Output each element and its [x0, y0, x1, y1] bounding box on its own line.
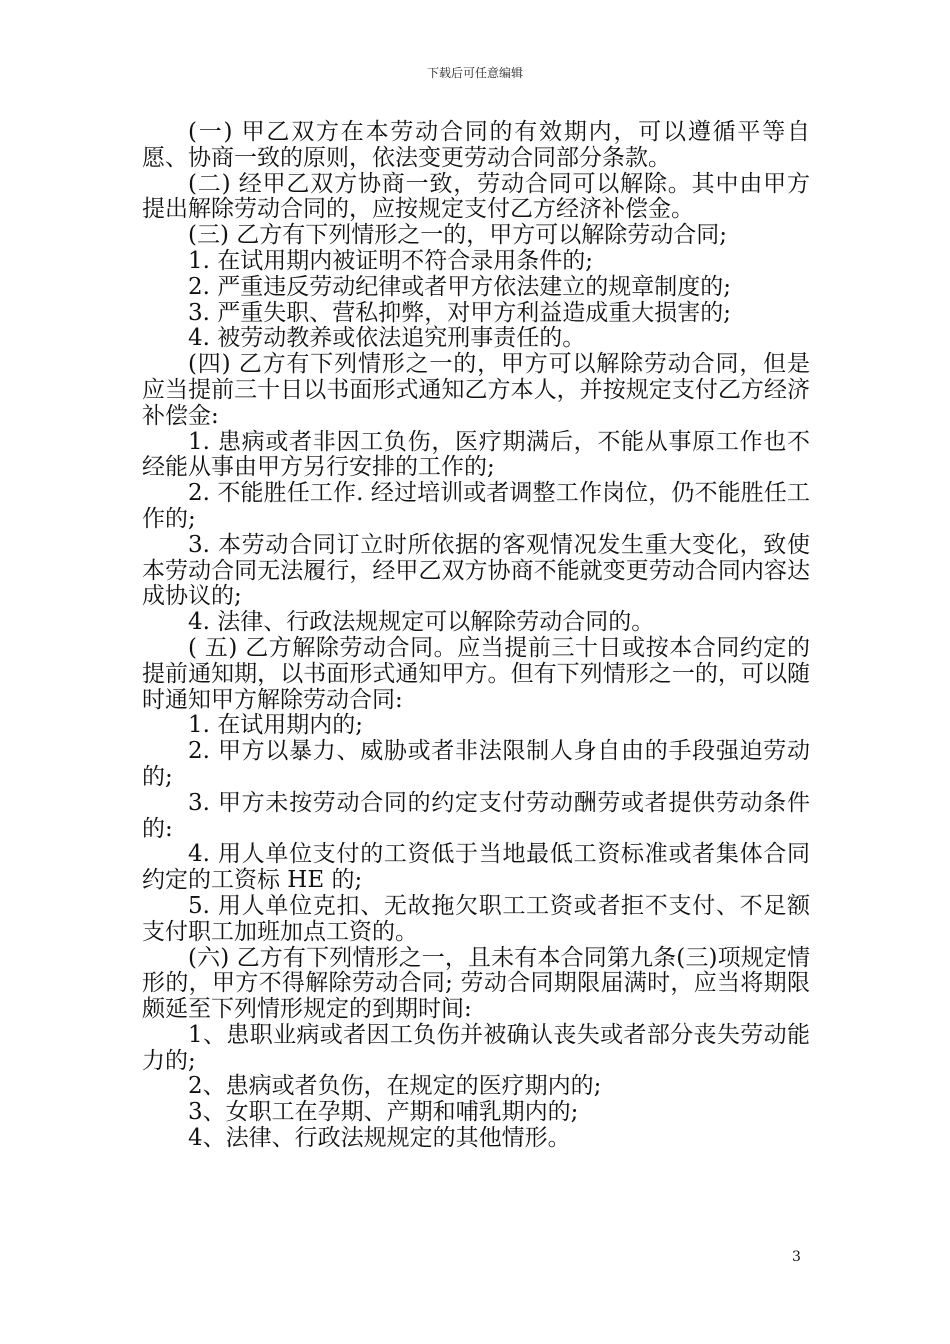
paragraph-23: 4、法律、行政法规规定的其他情形。	[188, 1125, 571, 1152]
paragraph-1: (一) 甲乙双方在本劳动合同的有效期内，可以遵循平等自愿、协商一致的原则，依法变更劳动合同部分条款。	[142, 119, 810, 171]
paragraph-17: 4. 用人单位支付的工资低于当地最低工资标准或者集体合同约定的工资标 HE 的;	[142, 841, 810, 894]
paragraph-15: 2. 甲方以暴力、威胁或者非法限制人身自由的手段强迫劳动的;	[142, 738, 810, 790]
paragraph-16: 3. 甲方未按劳动合同的约定支付劳动酬劳或者提供劳动条件的:	[142, 789, 810, 842]
paragraph-8: (四) 乙方有下列情形之一的，甲方可以解除劳动合同，但是应当提前三十日以书面形式通知乙方本人，并按规定支付乙方经济补偿金:	[142, 351, 810, 429]
paragraph-2: (二) 经甲乙双方协商一致，劳动合同可以解除。其中由甲方提出解除劳动合同的，应按规定支付乙方经济补偿金。	[142, 170, 810, 223]
paragraph-14: 1. 在试用期内的;	[188, 712, 364, 739]
paragraph-13: ( 五) 乙方解除劳动合同。应当提前三十日或按本合同约定的提前通知期，以书面形式通知甲方。但有下列情形之一的，可以随时通知甲方解除劳动合同:	[142, 634, 810, 713]
paragraph-4: 1. 在试用期内被证明不符合录用条件的;	[188, 247, 594, 274]
paragraph-21: 2、患病或者负伤，在规定的医疗期内的;	[188, 1073, 602, 1100]
paragraph-11: 3. 本劳动合同订立时所依据的客观情况发生重大变化，致使本劳动合同无法履行，经甲乙双方协商不能就变更劳动合同内容达成协议的;	[142, 531, 810, 610]
page-number: 3	[792, 1249, 801, 1265]
paragraph-12: 4. 法律、行政法规规定可以解除劳动合同的。	[188, 609, 655, 636]
paragraph-5: 2. 严重违反劳动纪律或者甲方依法建立的规章制度的;	[188, 273, 732, 300]
paragraph-19: (六) 乙方有下列情形之一，且未有本合同第九条(三)项规定情形的，甲方不得解除劳动合同; 劳动合同期限届满时，应当将期限颇延至下列情形规定的到期时间:	[142, 944, 810, 1023]
paragraph-18: 5. 用人单位克扣、无故拖欠职工工资或者拒不支付、不足额支付职工加班加点工资的。	[142, 892, 810, 945]
paragraph-10: 2. 不能胜任工作. 经过培训或者调整工作岗位，仍不能胜任工作的;	[142, 480, 810, 532]
paragraph-3: (三) 乙方有下列情形之一的，甲方可以解除劳动合同;	[188, 222, 728, 249]
paragraph-6: 3. 严重失职、营私抑弊，对甲方利益造成重大损害的;	[188, 299, 732, 326]
page-header: 下载后可任意编辑	[426, 66, 523, 80]
document-body	[142, 120, 810, 1152]
paragraph-20: 1、患职业病或者因工负伤并被确认丧失或者部分丧失劳动能力的;	[142, 1021, 810, 1074]
paragraph-7: 4. 被劳动教养或依法追究刑事责任的。	[188, 325, 586, 352]
paragraph-22: 3、女职工在孕期、产期和哺乳期内的;	[188, 1099, 579, 1126]
paragraph-9: 1. 患病或者非因工负伤，医疗期满后，不能从事原工作也不经能从事由甲方另行安排的工作的;	[142, 428, 810, 481]
